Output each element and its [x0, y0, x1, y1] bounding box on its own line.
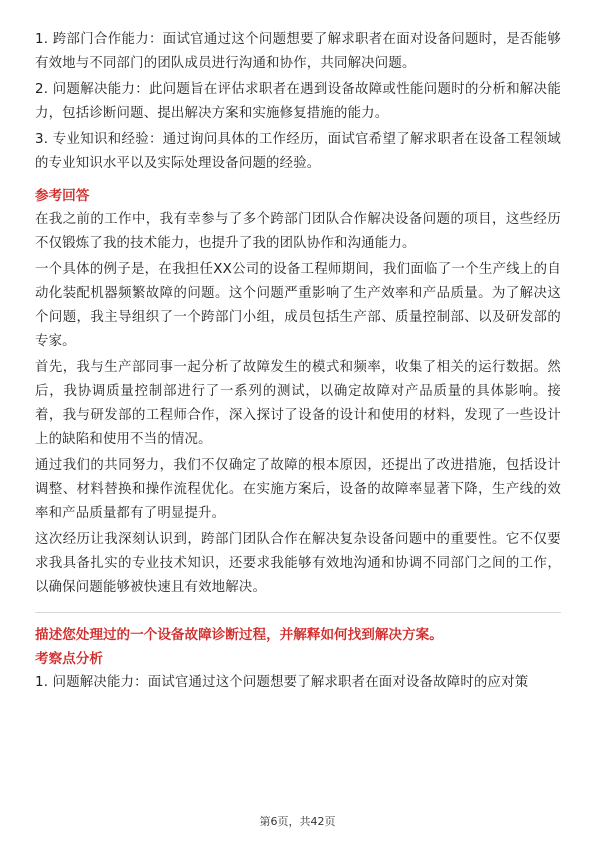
document-body [35, 28, 561, 697]
answer-paragraph-3: 首先，我与生产部同事一起分析了故障发生的模式和频率，收集了相关的运行数据。然后，我协调质量控制部进行了一系列的测试，以确定故障对产品质量的具体影响。接着，我与研发部的工程师合作，深入探讨了设备的设计和使用的材料，发现了一些设计上的缺陷和使用不当的情况。 [35, 360, 561, 447]
analysis-point-3: 3. 专业知识和经验：通过询问具体的工作经历，面试官希望了解求职者在设备工程领域的专业知识水平以及实际处理设备问题的经验。 [35, 132, 561, 171]
analysis-point-2: 2. 问题解决能力：此问题旨在评估求职者在遇到设备故障或性能问题时的分析和解决能力，包括诊断问题、提出解决方案和实施修复措施的能力。 [35, 82, 561, 121]
analysis-point-1: 1. 跨部门合作能力：面试官通过这个问题想要了解求职者在面对设备问题时，是否能够有效地与不同部门的团队成员进行沟通和协作，共同解决问题。 [35, 32, 561, 71]
reference-answer-heading: 参考回答 [35, 188, 90, 204]
analysis-point-next-1: 1. 问题解决能力：面试官通过这个问题想要了解求职者在面对设备故障时的应对策 [35, 675, 529, 690]
answer-paragraph-5: 这次经历让我深刻认识到，跨部门团队合作在解决复杂设备问题中的重要性。它不仅要求我具备扎实的专业技术知识，还要求我能够有效地沟通和协调不同部门之间的工作，以确保问题能够被快速且有效地解决。 [35, 532, 561, 595]
page-number: 第6页，共42页 [259, 815, 336, 828]
interview-question: 描述您处理过的一个设备故障诊断过程，并解释如何找到解决方案。 [35, 627, 443, 643]
analysis-heading: 考察点分析 [35, 651, 103, 667]
answer-paragraph-4: 通过我们的共同努力，我们不仅确定了故障的根本原因，还提出了改进措施，包括设计调整、材料替换和操作流程优化。在实施方案后，设备的故障率显著下降，生产线的效率和产品质量都有了明显提升。 [35, 458, 561, 521]
section-divider [35, 612, 561, 613]
answer-paragraph-2: 一个具体的例子是，在我担任XX公司的设备工程师期间，我们面临了一个生产线上的自动化装配机器频繁故障的问题。这个问题严重影响了生产效率和产品质量。为了解决这个问题，我主导组织了一个跨部门小组，成员包括生产部、质量控制部、以及研发部的专家。 [35, 262, 561, 349]
answer-paragraph-1: 在我之前的工作中，我有幸参与了多个跨部门团队合作解决设备问题的项目，这些经历不仅锻炼了我的技术能力，也提升了我的团队协作和沟通能力。 [35, 212, 561, 251]
